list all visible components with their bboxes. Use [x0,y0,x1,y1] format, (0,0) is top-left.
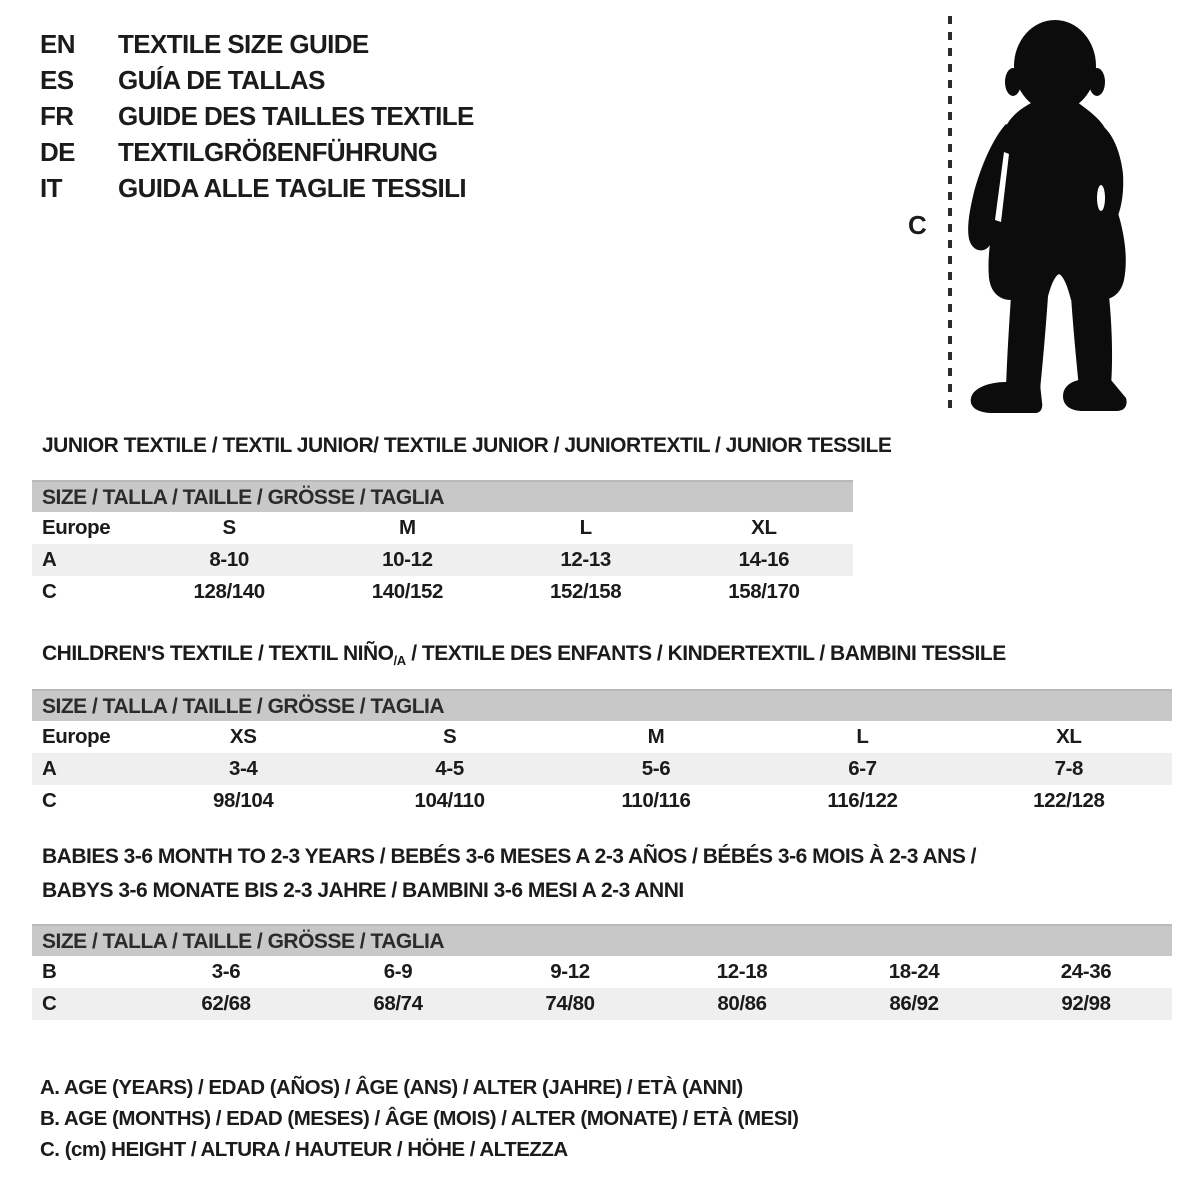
legend-age-years: A. AGE (YEARS) / EDAD (AÑOS) / ÂGE (ANS) / ALTER (JAHRE) / ETÀ (ANNI) [40,1076,743,1099]
toddler-silhouette [968,20,1126,413]
lang-row-es [40,62,474,98]
row-label: Europe [42,516,111,539]
children-title-sub: /A [393,653,406,668]
size-cell: L [579,516,592,539]
lang-label: GUIDE DES TAILLES TEXTILE [118,100,474,131]
age-cell: 12-18 [716,960,768,983]
table-row [32,721,1172,753]
lang-row-de [40,134,474,170]
lang-row-it [40,170,474,206]
age-cell: 14-16 [738,548,790,571]
height-cell: 86/92 [889,992,939,1015]
age-cell: 8-10 [209,548,249,571]
table-row [32,512,853,544]
height-cell: 98/104 [213,789,274,812]
baby-foot-right [1063,380,1127,411]
age-cell: 3-4 [228,757,258,780]
height-cell: 140/152 [371,580,444,603]
size-cell: M [399,516,416,539]
language-title-list [40,26,474,206]
babies-size-table [32,924,1172,1020]
baby-leg-left [1006,296,1048,390]
age-cell: 12-13 [560,548,611,571]
measure-legend [40,1072,798,1165]
table-row [32,988,1172,1020]
toddler-silhouette-figure [905,8,1155,423]
baby-ear-left [1005,68,1021,96]
size-cell: XS [229,725,257,748]
table-row [32,956,1172,988]
height-cell: 74/80 [545,992,595,1015]
table-row [32,576,853,608]
age-cell: 5-6 [641,757,671,780]
height-measure-label: C [908,210,927,240]
height-cell: 122/128 [1033,789,1105,812]
height-cell: 128/140 [193,580,265,603]
lang-label: GUIDA ALLE TAGLIE TESSILI [118,172,467,203]
row-label: B [42,960,57,983]
size-cell: XL [751,516,777,539]
age-cell: 9-12 [550,960,590,983]
baby-foot-left [971,382,1043,413]
lang-code: IT [40,172,62,203]
size-cell: L [856,725,869,748]
junior-size-table [32,480,853,608]
age-cell: 10-12 [382,548,433,571]
row-label: A [42,548,57,571]
baby-arm-right [1097,128,1123,226]
lang-code: FR [40,100,74,131]
lang-label: TEXTILE SIZE GUIDE [118,28,369,59]
legend-age-months: B. AGE (MONTHS) / EDAD (MESES) / ÂGE (MOIS) / ALTER (MONATE) / ETÀ (MESI) [40,1107,799,1130]
lang-row-fr [40,98,474,134]
baby-leg-right [1071,296,1112,388]
size-cell: S [222,516,236,539]
height-cell: 92/98 [1061,992,1111,1015]
size-cell: XL [1056,725,1082,748]
children-section-title [42,642,1006,668]
babies-section-title-line2: BABYS 3-6 MONATE BIS 2-3 JAHRE / BAMBINI 3-6 MESI A 2-3 ANNI [42,879,684,902]
lang-label: GUÍA DE TALLAS [118,64,325,95]
hand-body-gap [1097,185,1105,211]
children-title-post: / TEXTILE DES ENFANTS / KINDERTEXTIL / BAMBINI TESSILE [405,642,1006,665]
height-cell: 68/74 [373,992,423,1015]
row-label: C [42,992,57,1015]
age-cell: 3-6 [211,960,241,983]
lang-row-en [40,26,474,62]
junior-section-title: JUNIOR TEXTILE / TEXTIL JUNIOR/ TEXTILE JUNIOR / JUNIORTEXTIL / JUNIOR TESSILE [42,434,892,457]
height-cell: 80/86 [717,992,767,1015]
age-cell: 6-9 [383,960,413,983]
age-cell: 18-24 [888,960,940,983]
size-cell: S [442,725,457,748]
children-size-table [32,689,1172,817]
size-cell: M [647,725,665,748]
row-label: C [42,789,57,812]
size-table-header: SIZE / TALLA / TAILLE / GRÖSSE / TAGLIA [32,480,853,512]
table-row [32,785,1172,817]
age-cell: 24-36 [1060,960,1112,983]
table-row [32,544,853,576]
legend-height-cm: C. (cm) HEIGHT / ALTURA / HAUTEUR / HÖHE / ALTEZZA [40,1138,568,1161]
lang-code: EN [40,28,75,59]
height-cell: 110/116 [621,789,691,812]
babies-section-title-line1: BABIES 3-6 MONTH TO 2-3 YEARS / BEBÉS 3-6 MESES A 2-3 AÑOS / BÉBÉS 3-6 MOIS À 2-3 ANS / [42,845,977,868]
height-cell: 104/110 [414,789,485,812]
age-cell: 6-7 [848,757,877,780]
size-table-header: SIZE / TALLA / TAILLE / GRÖSSE / TAGLIA [32,924,1172,956]
height-cell: 116/122 [827,789,898,812]
lang-code: ES [40,64,74,95]
height-cell: 158/170 [728,580,800,603]
children-title-pre: CHILDREN'S TEXTILE / TEXTIL NIÑO [42,642,394,665]
height-cell: 62/68 [201,992,251,1015]
table-row [32,753,1172,785]
height-cell: 152/158 [549,580,622,603]
age-cell: 4-5 [435,757,464,780]
row-label: Europe [42,725,111,748]
lang-label: TEXTILGRÖßENFÜHRUNG [118,136,438,167]
row-label: C [42,580,57,603]
lang-code: DE [40,136,75,167]
baby-head [1014,20,1096,112]
size-table-header: SIZE / TALLA / TAILLE / GRÖSSE / TAGLIA [32,689,1172,721]
age-cell: 7-8 [1054,757,1084,780]
row-label: A [42,757,57,780]
baby-ear-right [1089,68,1105,96]
